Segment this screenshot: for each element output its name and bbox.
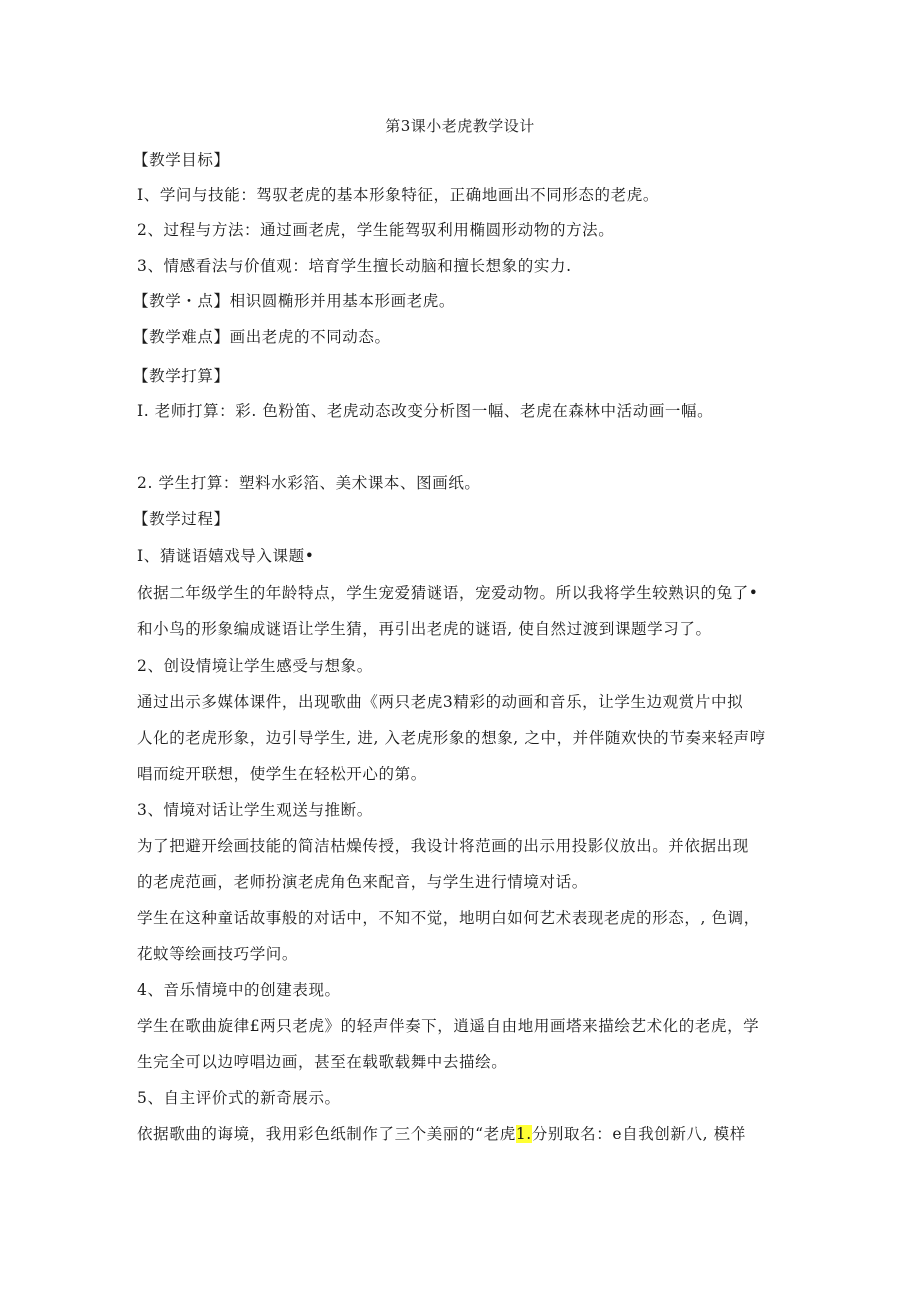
process-step-2-heading: 2、创设情境让学生感受与想象。 <box>137 657 373 675</box>
paragraph-line: 通过出示多媒体课件，出现歌曲《两只老虎3精彩的动画和音乐，让学生边观赏片中拟 <box>137 693 744 711</box>
page-title: 第3课小老虎教学设计 <box>385 117 535 135</box>
process-step-5-heading: 5、自主评价式的新奇展示。 <box>137 1089 341 1107</box>
paragraph-line: 唱而绽开联想，使学生在轻松开心的第。 <box>137 765 427 783</box>
paragraph-line: 人化的老虎形象，边引导学生, 进, 入老虎形象的想象, 之中，并伴随欢快的节奏来轻声哼 <box>137 729 766 747</box>
text-run: 分别取名：e自我创新八, 模样 <box>531 1125 746 1143</box>
process-step-4-heading: 4、音乐情境中的创建表现。 <box>137 981 341 999</box>
paragraph-line: 的老虎范画，老师扮演老虎角色来配音，与学生进行情境对话。 <box>137 873 588 891</box>
paragraph-line: 和小鸟的形象编成谜语让学生猜，再引出老虎的谜语, 使自然过渡到课题学习了。 <box>137 620 712 638</box>
paragraph-line: 为了把避开绘画技能的简洁枯燥传授，我设计将范画的出示用投影仪放出。并依据出现 <box>137 837 749 855</box>
section-heading-preparation: 【教学打算】 <box>133 367 230 385</box>
difficulty-line: 【教学难点】画出老虎的不同动态。 <box>133 328 391 346</box>
key-point-line: 【教学・点】相识圆椭形并用基本形画老虎。 <box>133 292 456 310</box>
paragraph-line: 学生在这种童话故事般的对话中，不知不觉，地明白如何艺术表现老虎的形态，, 色调， <box>137 909 760 927</box>
section-heading-process: 【教学过程】 <box>133 510 230 528</box>
paragraph-line: 花蚊等绘画技巧学问。 <box>137 945 299 963</box>
preparation-teacher: I. 老师打算：彩. 色粉笛、老虎动态改变分析图一幅、老虎在森林中活动画一幅。 <box>137 402 714 420</box>
highlighted-text: 1. <box>515 1125 532 1143</box>
objective-item-1: I、学问与技能：驾驭老虎的基本形象特征，正确地画出不同形态的老虎。 <box>137 186 659 204</box>
paragraph-line: 学生在歌曲旋律£两只老虎》的轻声伴奏下，逍遥自由地用画塔来描绘艺术化的老虎，学 <box>137 1017 760 1035</box>
objective-item-3: 3、情感看法与价值观：培育学生擅长动脑和擅长想象的实力. <box>137 257 572 275</box>
paragraph-line-last <box>137 1123 787 1145</box>
objective-item-2: 2、过程与方法：通过画老虎，学生能驾驭利用椭圆形动物的方法。 <box>137 221 615 239</box>
section-heading-objectives: 【教学目标】 <box>133 151 230 169</box>
process-step-3-heading: 3、情境对话让学生观送与推断。 <box>137 801 373 819</box>
paragraph-line: 依据二年级学生的年龄特点，学生宠爱猜谜语，宠爱动物。所以我将学生较熟识的兔了• <box>137 584 759 602</box>
paragraph-line: 生完全可以边哼唱边画，甚至在载歌载舞中去描绘。 <box>137 1053 508 1071</box>
text-run: 依据歌曲的诲境，我用彩色纸制作了三个美丽的“老虎 <box>137 1125 516 1143</box>
preparation-student: 2. 学生打算：塑料水彩箔、美术课本、图画纸。 <box>137 474 481 492</box>
process-step-1-heading: I、猜谜语嬉戏导入课题• <box>137 547 315 565</box>
